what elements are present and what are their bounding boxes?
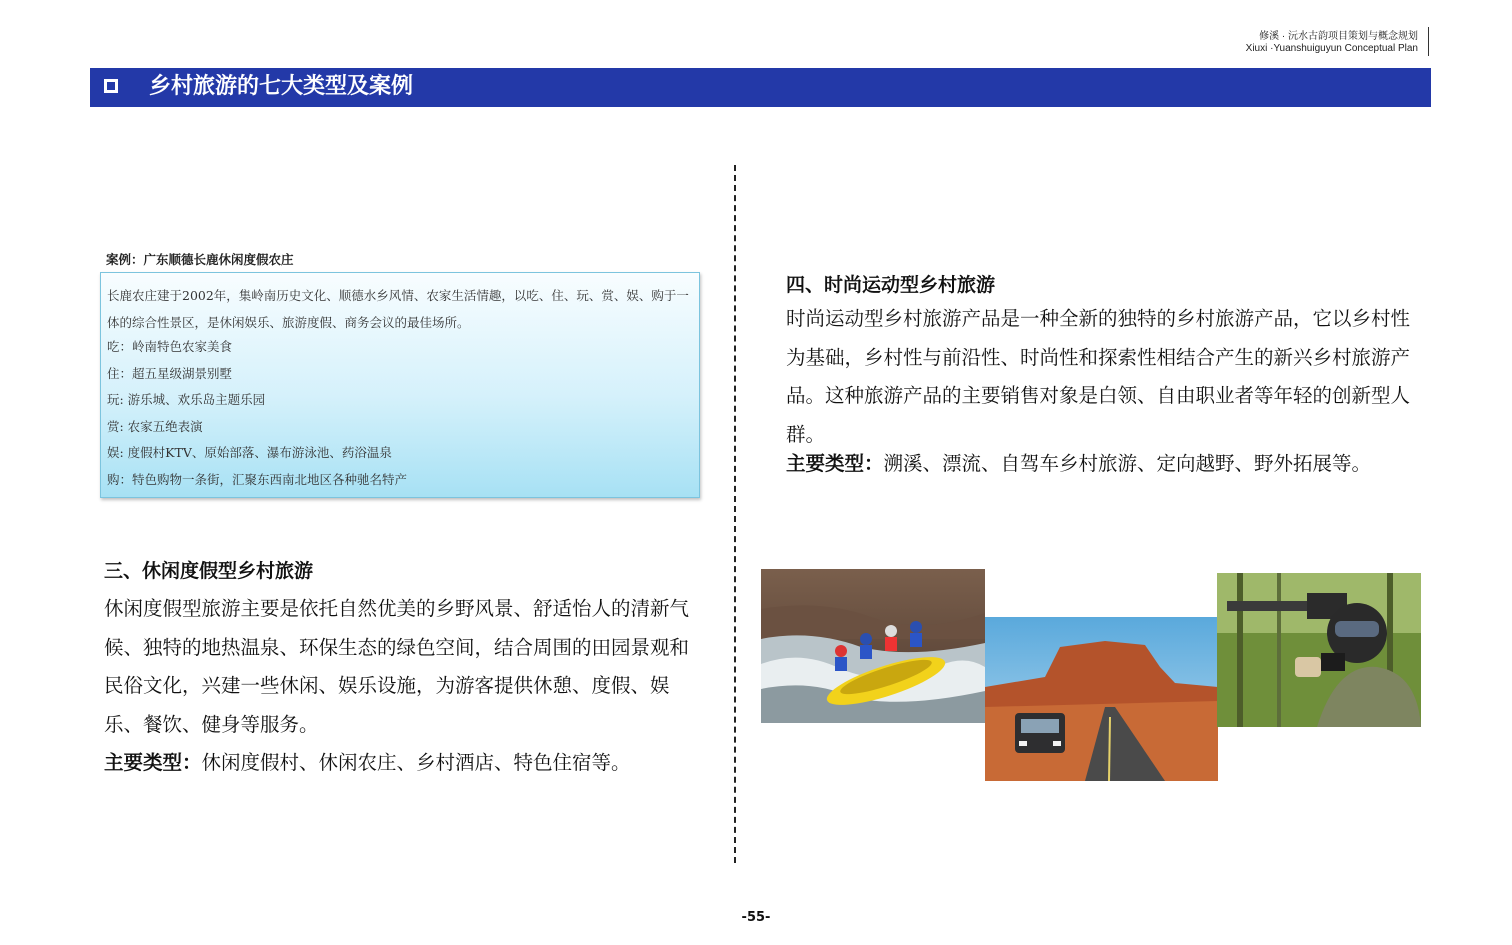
section3-body: 休闲度假型旅游主要是依托自然优美的乡野风景、舒适怡人的清新气候、独特的地热温泉、环保生态的绿色空间，结合周围的田园景观和民俗文化，兴建一些休闲、娱乐设施，为游客提供休憩、度假、娱乐、餐饮、健身等服务。 <box>104 597 690 736</box>
section4-title: 四、时尚运动型乡村旅游 <box>786 274 996 296</box>
header-divider <box>1428 27 1429 56</box>
section3-main-types <box>104 749 631 777</box>
section3-main-value: 休闲度假村、休闲农庄、乡村酒店、特色住宿等。 <box>201 751 631 774</box>
case-line-play: 玩: 游乐城、欢乐岛主题乐园 <box>107 392 266 407</box>
case-line-shop: 购：特色购物一条街，汇聚东西南北地区各种驰名特产 <box>107 471 408 487</box>
section4-body: 时尚运动型乡村旅游产品是一种全新的独特的乡村旅游产品，它以乡村性为基础，乡村性与前沿性、时尚性和探索性相结合产生的新兴乡村旅游产品。这种旅游产品的主要销售对象是白领、自由职业者等年轻的创新型人群。 <box>786 307 1411 446</box>
page-number: -55- <box>741 910 771 925</box>
case-label: 案例：广东顺德长鹿休闲度假农庄 <box>106 252 294 267</box>
case-line-stay: 住：超五星级湖景别墅 <box>107 365 233 381</box>
case-line-eat: 吃：岭南特色农家美食 <box>107 339 233 354</box>
section4-main-value: 溯溪、漂流、自驾车乡村旅游、定向越野、野外拓展等。 <box>883 452 1372 475</box>
case-box <box>100 272 700 498</box>
case-line-watch: 赏: 农家五绝表演 <box>107 418 203 434</box>
section3-title: 三、休闲度假型乡村旅游 <box>104 560 314 582</box>
header-title-cn: 修溪 · 沅水古韵项目策划与概念规划 <box>1259 31 1418 42</box>
desert-road-photo <box>985 617 1218 781</box>
case-intro: 长鹿农庄建于2002年，集岭南历史文化、顺德水乡风情、农家生活情趣，以吃、住、玩、赏、娱、购于一体的综合性景区，是休闲娱乐、旅游度假、商务会议的最佳场所。 <box>107 288 689 330</box>
header-title-en: Xiuxi ·Yuanshuiguyun Conceptual Plan <box>1245 43 1418 54</box>
document-header <box>1246 31 1418 55</box>
title-band <box>90 68 1431 107</box>
column-divider <box>734 165 736 863</box>
section4-main-types <box>786 450 1371 478</box>
page-title: 乡村旅游的七大类型及案例 <box>149 74 414 99</box>
section4-main-label: 主要类型： <box>786 452 884 475</box>
paintball-photo <box>1217 573 1421 727</box>
square-bullet-icon <box>104 79 118 93</box>
section3-main-label: 主要类型： <box>104 751 202 774</box>
case-line-entertain: 娱: 度假村KTV、原始部落、瀑布游泳池、药浴温泉 <box>107 445 392 460</box>
rafting-photo <box>761 569 985 723</box>
